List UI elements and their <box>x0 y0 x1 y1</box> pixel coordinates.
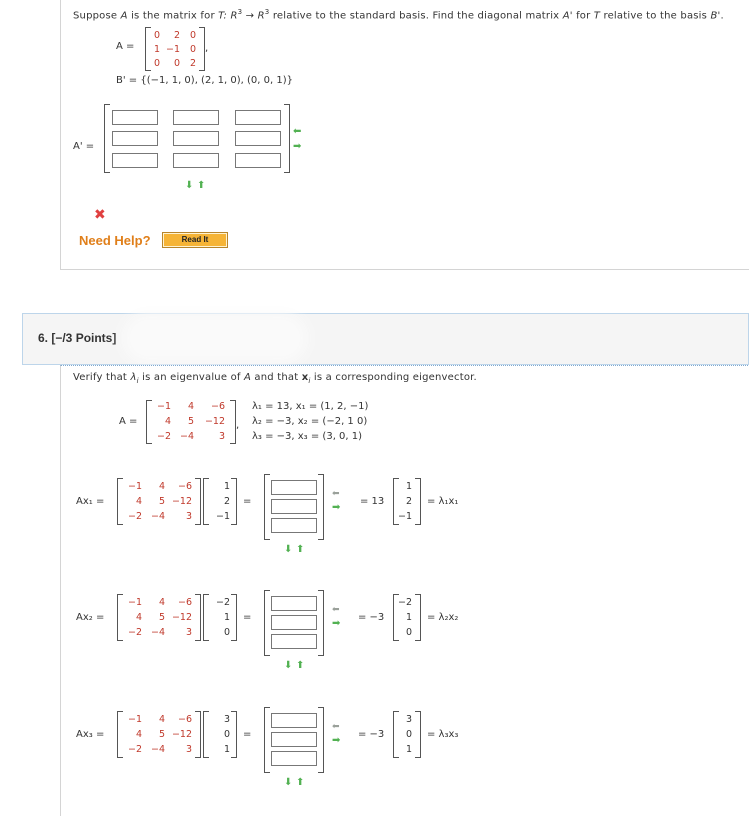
eq3-eigenvector-cell: 1 <box>405 744 412 755</box>
need-help-label: Need Help? <box>79 233 151 248</box>
eq2-answer-vector <box>264 590 324 656</box>
matrix-a6 <box>146 400 236 444</box>
eq3-label: Ax₃ = <box>76 729 105 740</box>
remove-row-arrow-icon[interactable]: ⬆ <box>197 180 206 191</box>
eq3-vector-x-cell: 0 <box>223 729 230 740</box>
eq2-matrix-a-cell: −1 <box>127 597 142 608</box>
statement-var: A' <box>562 10 573 22</box>
eq1-answer-input-2[interactable] <box>271 499 317 514</box>
eq1-answer-input-3[interactable] <box>271 518 317 533</box>
eq1-matrix-a-cell: 5 <box>158 496 165 507</box>
eq2-matrix-a-cell: 3 <box>185 627 192 638</box>
eq3-vector-x-cell: 1 <box>223 744 230 755</box>
eq2-equals: = <box>243 612 252 623</box>
matrix-a6-cell: −6 <box>210 401 225 412</box>
eq2-matrix-a-cell: −2 <box>127 627 142 638</box>
eq3-matrix-a-cell: −12 <box>171 729 192 740</box>
eq1-matrix-a-cell: 4 <box>158 481 165 492</box>
matrix-a6-cell: −1 <box>156 401 171 412</box>
eq1-matrix-a <box>117 478 201 525</box>
eq1-matrix-a-cell: −1 <box>127 481 142 492</box>
matrix-a-cell: 0 <box>153 58 160 69</box>
aprime-input-r2c2[interactable] <box>173 131 219 146</box>
statement-var: T: R <box>218 10 238 22</box>
eq2-matrix-a-cell: 4 <box>158 597 165 608</box>
eq1-vector-x-cell: −1 <box>215 511 230 522</box>
statement-var: B' <box>710 10 721 22</box>
aprime-input-r1c2[interactable] <box>173 110 219 125</box>
eq2-add-row-arrow-icon[interactable]: ⬇ <box>284 660 293 671</box>
matrix-a-cell: 0 <box>189 30 196 41</box>
matrix-a-cell: 1 <box>153 44 160 55</box>
matrix-a-cell: 0 <box>153 30 160 41</box>
eq2-eigenvector <box>393 594 421 641</box>
instruction-sub: i <box>308 377 311 385</box>
eq1-answer-vector <box>264 474 324 540</box>
eq2-eigenvector-cell: −2 <box>397 597 412 608</box>
aprime-input-r1c1[interactable] <box>112 110 158 125</box>
aprime-input-r3c1[interactable] <box>112 153 158 168</box>
statement-var: → R <box>242 10 265 22</box>
eq2-vector-x-cell: 0 <box>223 627 230 638</box>
eq1-remove-column-arrow-icon[interactable]: ⬅ <box>332 489 340 499</box>
matrix-a6-cell: −12 <box>204 416 225 427</box>
statement-var: T <box>593 10 601 22</box>
eq1-eigenvector-cell: 2 <box>405 496 412 507</box>
matrix-a-label: A = <box>116 41 135 52</box>
instruction-text: and that <box>251 372 302 383</box>
eq3-matrix-a-cell: 4 <box>135 729 142 740</box>
eq1-vector-x-cell: 1 <box>223 481 230 492</box>
instruction-var: λ <box>130 372 137 383</box>
aprime-input-r1c3[interactable] <box>235 110 281 125</box>
matrix-a-cell: 0 <box>189 44 196 55</box>
eq1-lambda-value: = 13 <box>360 496 385 507</box>
eq1-matrix-a-cell: −6 <box>177 481 192 492</box>
matrix-a <box>145 27 205 71</box>
statement-text: . <box>720 10 724 22</box>
eq2-matrix-a-cell: −6 <box>177 597 192 608</box>
eq2-answer-input-3[interactable] <box>271 634 317 649</box>
statement-var: A <box>120 10 128 22</box>
eq1-equals: = <box>243 496 252 507</box>
eq3-rhs: = λ₃x₃ <box>427 729 459 740</box>
eigen-line-3: λ₃ = −3, x₃ = (3, 0, 1) <box>252 431 363 442</box>
instruction-text: Verify that <box>73 372 131 383</box>
eq3-lambda-value: = −3 <box>358 729 385 740</box>
eq1-matrix-a-cell: −12 <box>171 496 192 507</box>
eq3-matrix-a <box>117 711 201 758</box>
remove-column-arrow-icon[interactable]: ⬅ <box>293 126 302 137</box>
eq3-remove-row-arrow-icon[interactable]: ⬆ <box>296 777 305 788</box>
eq2-matrix-a <box>117 594 201 641</box>
eq1-matrix-a-cell: 3 <box>185 511 192 522</box>
eq2-remove-row-arrow-icon[interactable]: ⬆ <box>296 660 305 671</box>
eq2-rhs: = λ₂x₂ <box>427 612 459 623</box>
eq2-matrix-a-cell: −12 <box>171 612 192 623</box>
eq1-eigenvector-cell: −1 <box>397 511 412 522</box>
matrix-a6-cell: 5 <box>187 416 194 427</box>
basis-bprime: B' = {(−1, 1, 0), (2, 1, 0), (0, 0, 1)} <box>116 75 293 86</box>
eq3-matrix-a-cell: −2 <box>127 744 142 755</box>
instruction-text: is a corresponding eigenvector. <box>310 372 477 383</box>
matrix-a6-cell: 4 <box>164 416 171 427</box>
eq3-answer-input-3[interactable] <box>271 751 317 766</box>
eq2-vector-x-cell: −2 <box>215 597 230 608</box>
statement-sup: 3 <box>237 8 243 16</box>
eq3-equals: = <box>243 729 252 740</box>
eq1-remove-row-arrow-icon[interactable]: ⬆ <box>296 544 305 555</box>
eq2-vector-x-cell: 1 <box>223 612 230 623</box>
eq3-matrix-a-cell: −4 <box>150 744 165 755</box>
eq3-eigenvector <box>393 711 421 758</box>
statement-text: for <box>572 10 594 22</box>
eq3-remove-column-arrow-icon[interactable]: ⬅ <box>332 722 340 732</box>
eq2-eigenvector-cell: 0 <box>405 627 412 638</box>
eq1-matrix-a-cell: 4 <box>135 496 142 507</box>
eq2-matrix-a-cell: 4 <box>135 612 142 623</box>
statement-text: Suppose <box>73 10 121 22</box>
aprime-input-r3c3[interactable] <box>235 153 281 168</box>
question-6-points: 6. [−/3 Points] <box>38 331 117 345</box>
eq3-eigenvector-cell: 0 <box>405 729 412 740</box>
eq3-add-column-arrow-icon[interactable]: ➡ <box>332 735 341 746</box>
eq3-matrix-a-cell: −1 <box>127 714 142 725</box>
eq3-matrix-a-cell: −6 <box>177 714 192 725</box>
instruction-var: x <box>301 372 309 383</box>
eq3-answer-input-1[interactable] <box>271 713 317 728</box>
statement-sup: 3 <box>264 8 270 16</box>
matrix-a6-label: A = <box>119 416 138 427</box>
eq1-add-row-arrow-icon[interactable]: ⬇ <box>284 544 293 555</box>
eq3-matrix-a-cell: 3 <box>185 744 192 755</box>
matrix-a-cell: −1 <box>166 44 181 55</box>
eq1-matrix-a-cell: −2 <box>127 511 142 522</box>
eq1-vector-x-cell: 2 <box>223 496 230 507</box>
matrix-a6-cell: 4 <box>187 401 194 412</box>
eq3-vector-x <box>203 711 237 758</box>
eq3-matrix-a-cell: 4 <box>158 714 165 725</box>
eq3-matrix-a-cell: 5 <box>158 729 165 740</box>
aprime-input-r2c3[interactable] <box>235 131 281 146</box>
add-row-arrow-icon[interactable]: ⬇ <box>185 180 194 191</box>
eq3-vector-x-cell: 3 <box>223 714 230 725</box>
eq2-add-column-arrow-icon[interactable]: ➡ <box>332 618 341 629</box>
eq2-answer-input-1[interactable] <box>271 596 317 611</box>
aprime-input-r2c1[interactable] <box>112 131 158 146</box>
eq1-add-column-arrow-icon[interactable]: ➡ <box>332 502 341 513</box>
instruction-sub: i <box>136 377 139 385</box>
eq3-add-row-arrow-icon[interactable]: ⬇ <box>284 777 293 788</box>
eq1-rhs: = λ₁x₁ <box>427 496 459 507</box>
eq3-eigenvector-cell: 3 <box>405 714 412 725</box>
matrix-a-comma: , <box>205 43 209 54</box>
blurred-region <box>130 320 300 356</box>
eq2-answer-input-2[interactable] <box>271 615 317 630</box>
eq1-eigenvector <box>393 478 421 525</box>
matrix-a-cell: 2 <box>189 58 196 69</box>
matrix-a6-cell: −2 <box>156 431 171 442</box>
eq1-eigenvector-cell: 1 <box>405 481 412 492</box>
eq1-answer-input-1[interactable] <box>271 480 317 495</box>
matrix-a6-cell: 3 <box>218 431 225 442</box>
matrix-a-cell: 0 <box>173 58 180 69</box>
statement-text: relative to the basis <box>600 10 711 22</box>
eq2-lambda-value: = −3 <box>358 612 385 623</box>
statement-text: relative to the standard basis. Find the diagonal matrix <box>269 10 563 22</box>
eq1-vector-x <box>203 478 237 525</box>
question-6-instruction <box>73 372 477 385</box>
eigen-line-1: λ₁ = 13, x₁ = (1, 2, −1) <box>252 401 369 412</box>
eq1-matrix-a-cell: −4 <box>150 511 165 522</box>
eq2-label: Ax₂ = <box>76 612 105 623</box>
eq2-vector-x <box>203 594 237 641</box>
read-it-button[interactable]: Read It <box>162 232 228 248</box>
statement-text: is the matrix for <box>127 10 219 22</box>
eq3-answer-vector <box>264 707 324 773</box>
eq1-label: Ax₁ = <box>76 496 105 507</box>
aprime-matrix <box>104 104 290 173</box>
incorrect-x-icon: ✖ <box>94 207 106 223</box>
matrix-a-cell: 2 <box>173 30 180 41</box>
question-5-statement <box>73 8 724 21</box>
aprime-label: A' = <box>73 141 95 152</box>
eq3-answer-input-2[interactable] <box>271 732 317 747</box>
instruction-var: A <box>244 372 252 383</box>
add-column-arrow-icon[interactable]: ➡ <box>293 141 302 152</box>
eq2-eigenvector-cell: 1 <box>405 612 412 623</box>
instruction-text: is an eigenvalue of <box>138 372 244 383</box>
aprime-input-r3c2[interactable] <box>173 153 219 168</box>
eq2-matrix-a-cell: −4 <box>150 627 165 638</box>
matrix-a6-cell: −4 <box>179 431 194 442</box>
eigen-line-2: λ₂ = −3, x₂ = (−2, 1 0) <box>252 416 368 427</box>
eq2-remove-column-arrow-icon[interactable]: ⬅ <box>332 605 340 615</box>
matrix-a6-comma: , <box>236 420 240 431</box>
eq2-matrix-a-cell: 5 <box>158 612 165 623</box>
